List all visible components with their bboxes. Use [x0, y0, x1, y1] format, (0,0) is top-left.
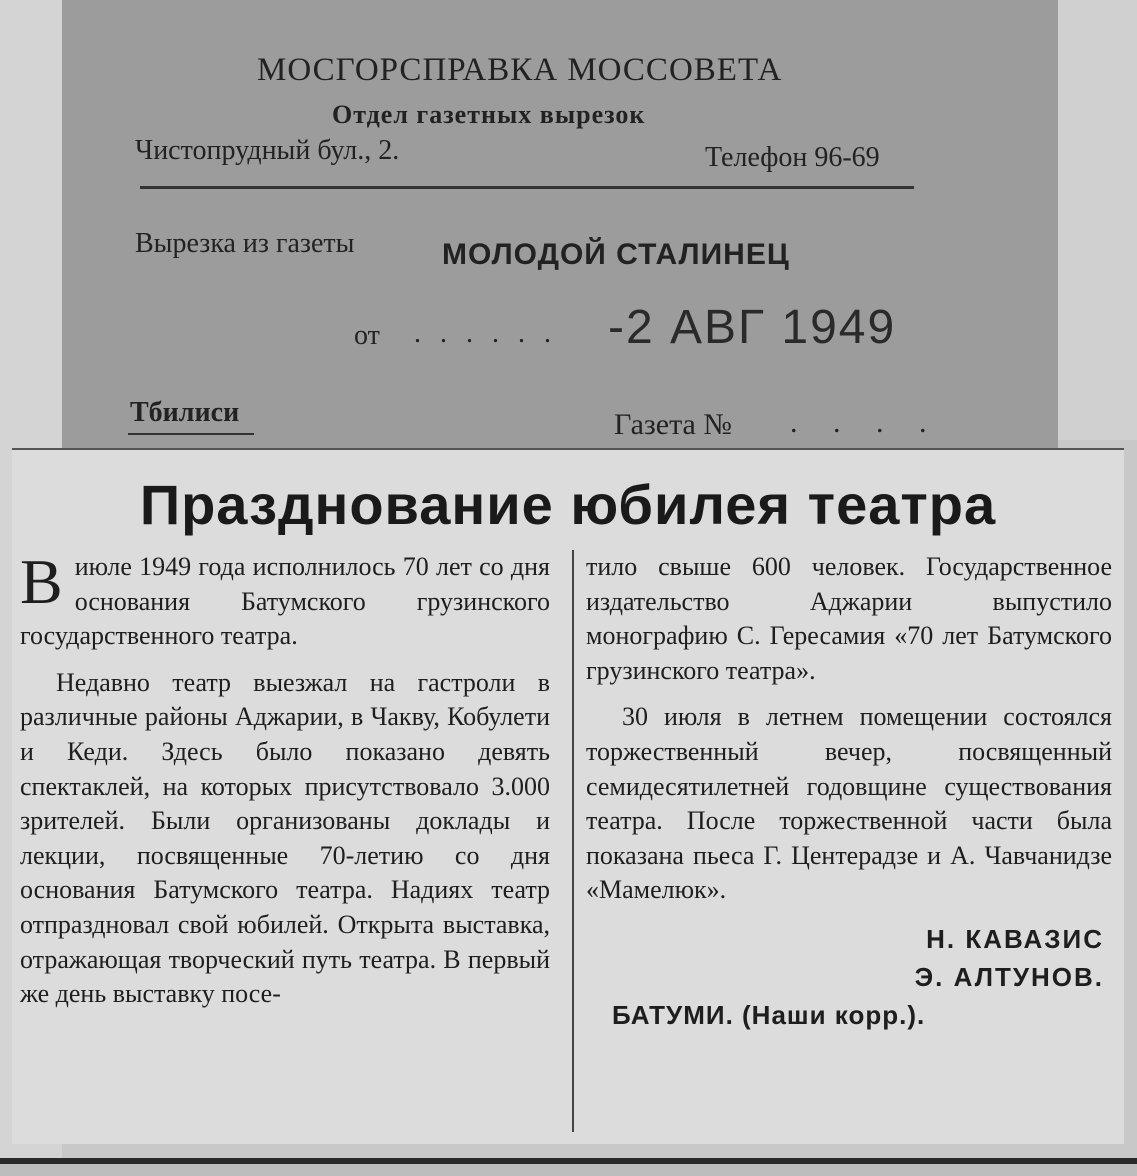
stamp-date-dots: . . . . . .	[414, 318, 557, 349]
article-author: Н. КАВАЗИС	[926, 923, 1104, 954]
stamp-phone: Телефон 96-69	[705, 142, 880, 173]
stamp-issue-dots: . . . .	[790, 406, 941, 439]
article-paragraph	[20, 546, 550, 654]
stamp-date: -2 АВГ 1949	[608, 301, 897, 354]
article-paragraph-text: июле 1949 года исполнилось 70 лет со дня основания Батумского грузинского государственного театра.	[20, 552, 550, 651]
article-author: Э. АЛТУНОВ.	[914, 961, 1104, 992]
background-right	[1058, 0, 1137, 440]
stamp-department: Отдел газетных вырезок	[332, 100, 646, 129]
stamp-from-label: Вырезка из газеты	[135, 228, 355, 259]
column-divider	[572, 550, 574, 1132]
article-dateline: БАТУМИ. (Наши корр.).	[612, 999, 926, 1030]
article-column-left	[20, 546, 550, 1012]
stamp-organization: МОСГОРСПРАВКА МОССОВЕТА	[257, 52, 783, 88]
stamp-date-label: от	[354, 320, 380, 351]
clipping-service-stamp	[62, 0, 1058, 462]
bottom-strip	[0, 1164, 1137, 1176]
article-headline: Празднование юбилея театра	[139, 473, 997, 536]
stamp-issue-label: Газета №	[614, 408, 732, 441]
article-paragraph: 30 июля в летнем помещении состоялся торжественный вечер, посвященный семидесятилетней годовщине существования театра. После торжественной части была показана пьеса Г. Центерадзе и А. Чавчанидзе «Мамелюк».	[586, 702, 1112, 905]
article-column-right	[586, 550, 1112, 1034]
stamp-address: Чистопрудный бул., 2.	[135, 135, 400, 166]
article-paragraph: тило свыше 600 человек. Государственное издательство Аджарии выпустило монографию С. Гересамия «70 лет Батумского грузинского театра».	[586, 552, 1112, 685]
drop-cap: В	[20, 546, 63, 617]
newspaper-clipping	[12, 448, 1124, 1144]
stamp-city-underline	[128, 433, 254, 435]
stamp-divider	[140, 186, 914, 189]
stamp-city: Тбилиси	[130, 397, 240, 428]
stamp-newspaper-name: МОЛОДОЙ СТАЛИНЕЦ	[442, 238, 790, 271]
article-paragraph: Недавно театр выезжал на гастроли в различные районы Аджарии, в Чакву, Кобулети и Кеди. Здесь было показано девять спектаклей, на которых присутствовало 3.000 зрителей. Были организованы доклады и лекции, посвященные 70-летию со дня основания Батумского театра. Надиях театр отпраздновал свой юбилей. Открыта выставка, отражающая творческий путь театра. В первый же день выставку посе-	[20, 667, 550, 1009]
